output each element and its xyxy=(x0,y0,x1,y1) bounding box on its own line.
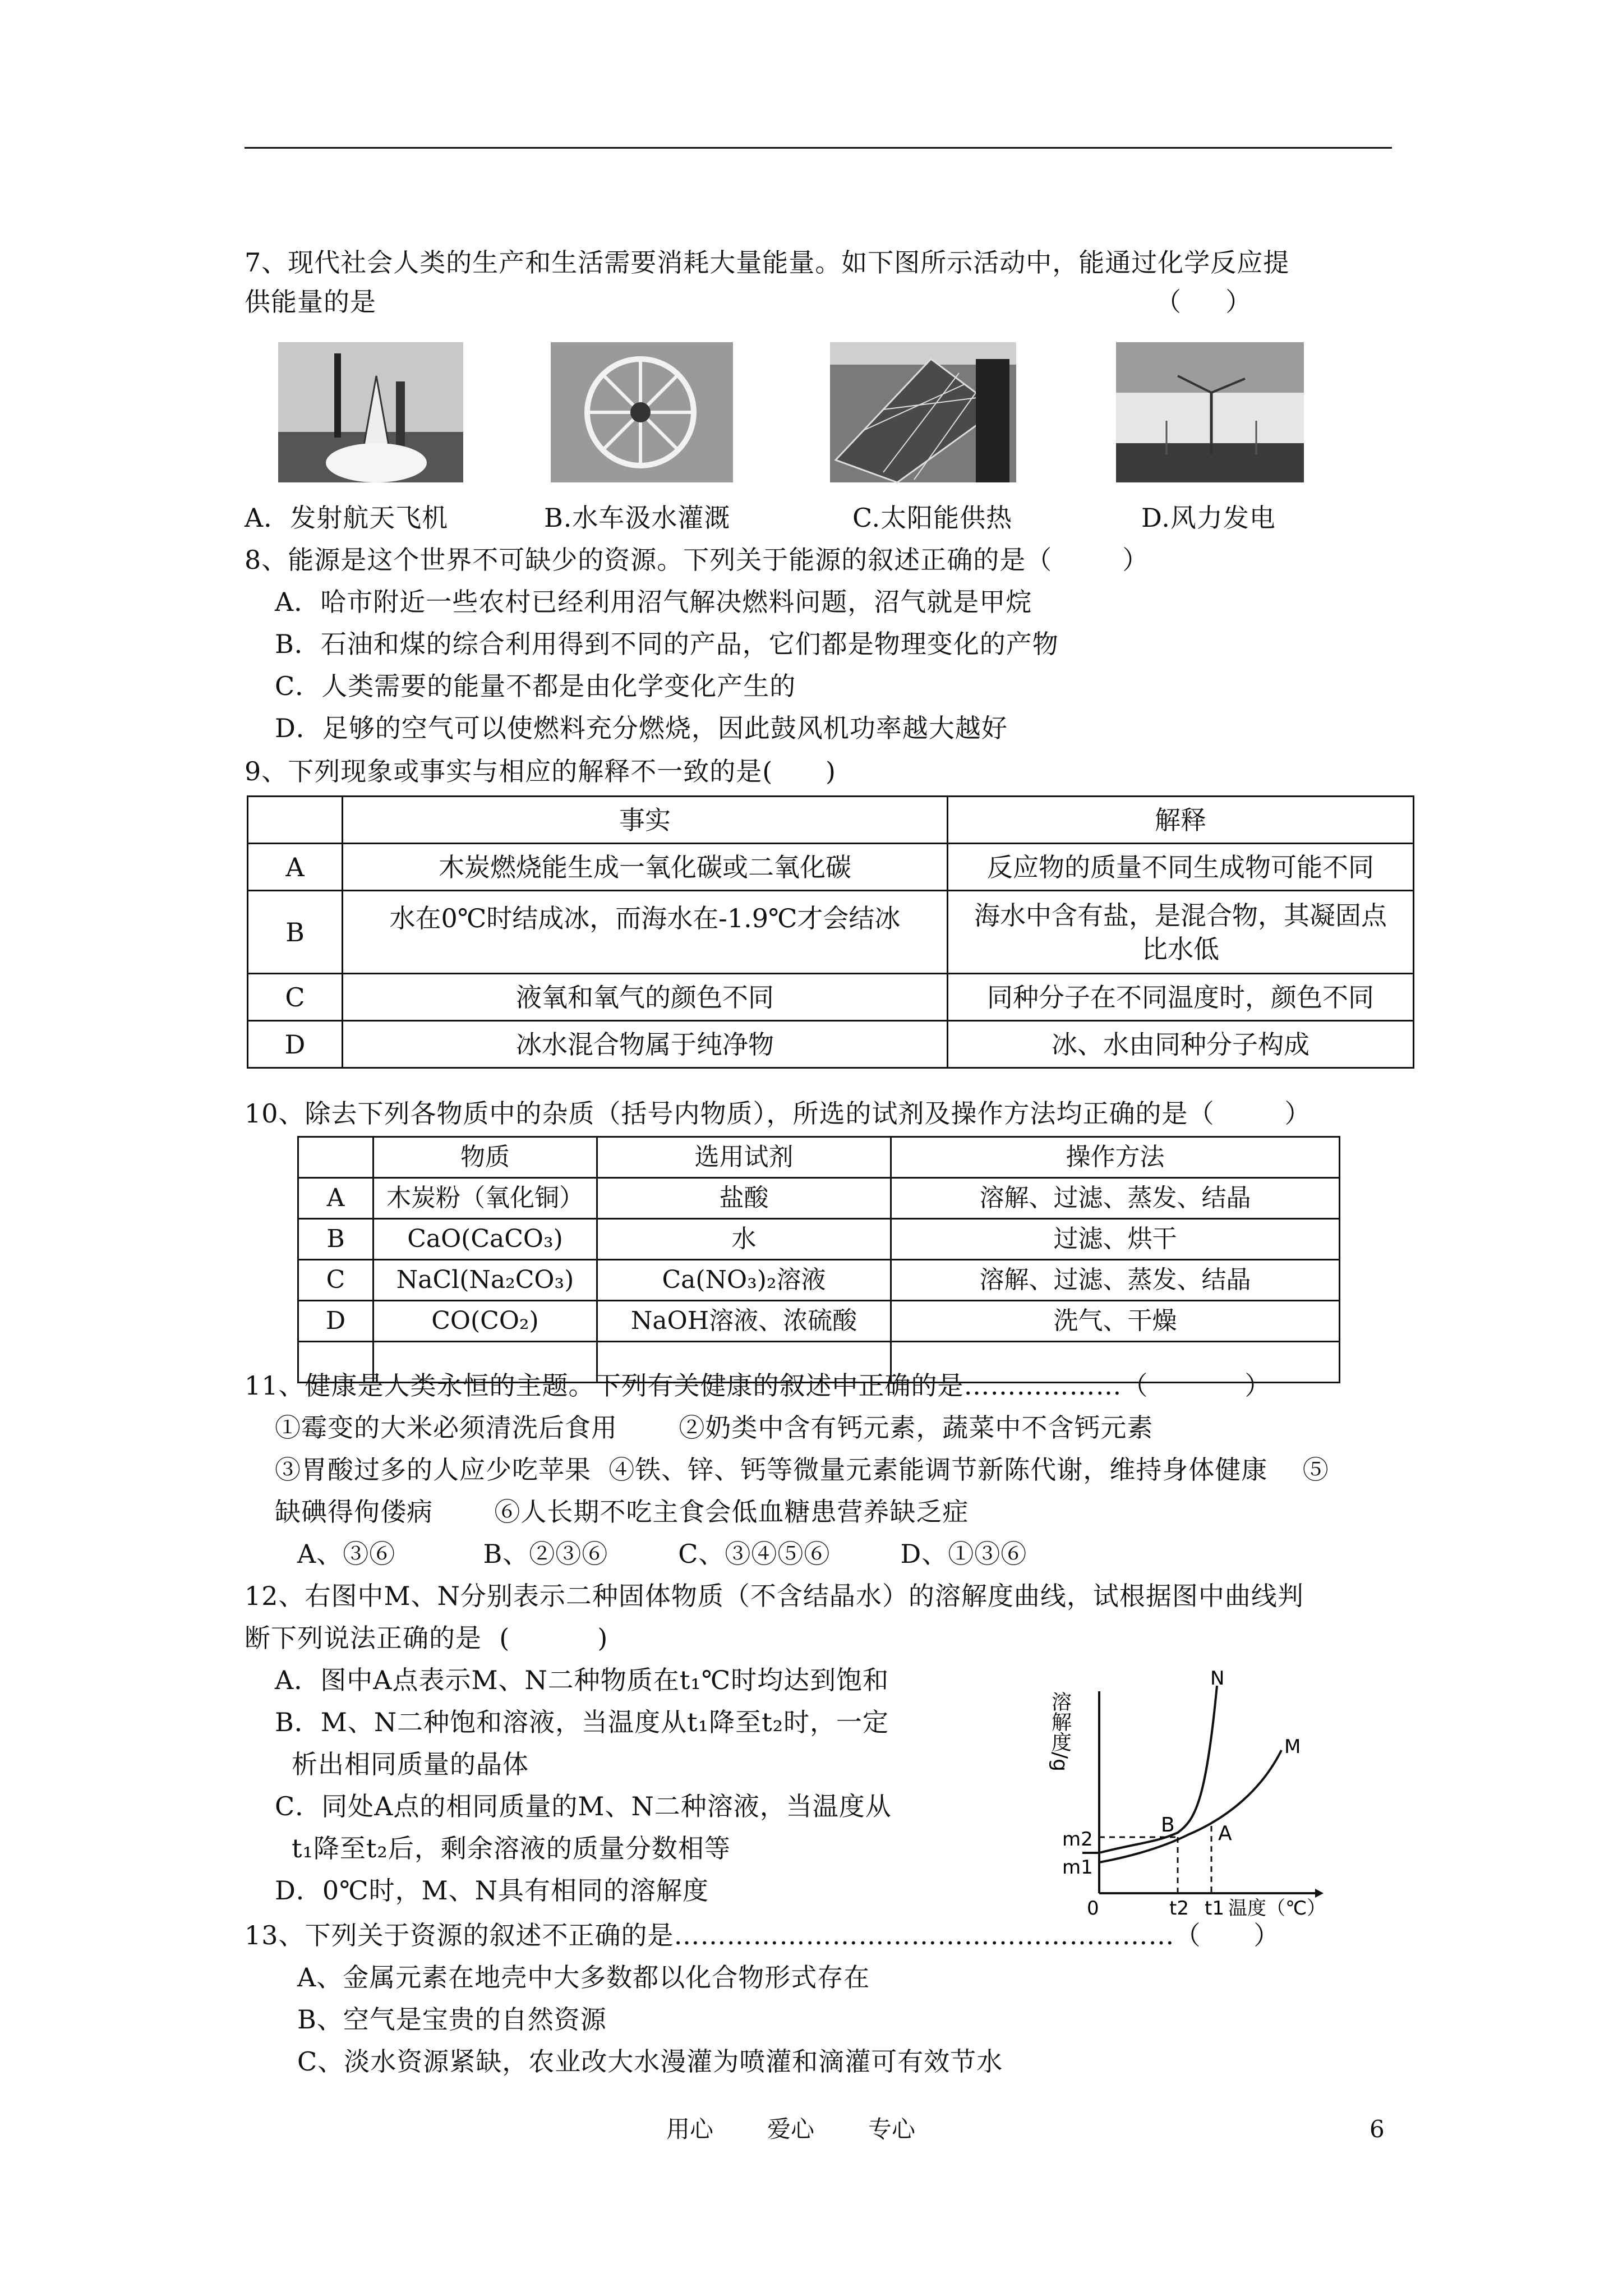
q11-item-line3: 缺碘得佝偻病 ⑥人长期不吃主食会低血糖患营养缺乏症 xyxy=(275,1497,969,1527)
q7-answer-paren: （ ） xyxy=(1155,287,1252,317)
q10-row-a xyxy=(298,1178,1340,1219)
waterwheel-photo xyxy=(551,342,733,482)
q9-header-fact: 事实 xyxy=(343,797,948,844)
footer-word-1: 用心 xyxy=(666,2115,714,2143)
q13-option-b: B、空气是宝贵的自然资源 xyxy=(297,2004,607,2035)
q12-option-d: D．0℃时，M、N具有相同的溶解度 xyxy=(275,1875,709,1906)
q11-answer-choices: A、③⑥ B、②③⑥ C、③④⑤⑥ D、①③⑥ xyxy=(297,1539,1027,1569)
q10-method: 洗气、干燥 xyxy=(891,1301,1340,1342)
q9-header-explain: 解释 xyxy=(948,797,1414,844)
q9-row-a xyxy=(248,844,1414,891)
q10-header-method: 操作方法 xyxy=(891,1137,1340,1178)
q9-row-label: A xyxy=(248,844,343,891)
q11-item-line2: ③胃酸过多的人应少吃苹果 ④铁、锌、钙等微量元素能调节新陈代谢，维持身体健康 ⑤ xyxy=(275,1455,1329,1485)
footer-word-3: 专心 xyxy=(868,2115,916,2143)
q9-row-d xyxy=(248,1021,1414,1068)
q10-row-label: A xyxy=(298,1178,374,1219)
q8-stem: 8、能源是这个世界不可缺少的资源。下列关于能源的叙述正确的是（ ） xyxy=(245,545,1149,575)
q7-option-b: B.水车汲水灌溉 xyxy=(544,503,731,533)
q10-row-label: C xyxy=(298,1260,374,1301)
q10-substance: 木炭粉（氧化铜） xyxy=(374,1178,597,1219)
q9-row-label: B xyxy=(248,891,343,974)
q9-explain xyxy=(948,1021,1414,1068)
q9-row-b xyxy=(248,891,1414,974)
m2-label: m2 xyxy=(1062,1828,1093,1851)
q10-row-c xyxy=(298,1260,1340,1301)
q10-row-label: D xyxy=(298,1301,374,1342)
q9-explain-text: 海水中含有盐，是混合物，其凝固点 xyxy=(974,900,1387,931)
q10-header-row xyxy=(298,1137,1340,1178)
q13-option-c: C、淡水资源紧缺，农业改大水漫灌为喷灌和滴灌可有效节水 xyxy=(297,2046,1003,2077)
q9-fact: 水在0℃时结成冰，而海水在-1.9℃才会结冰 xyxy=(343,891,948,974)
q10-header-substance: 物质 xyxy=(374,1137,597,1178)
x-axis-label: 温度（℃） xyxy=(1228,1897,1326,1920)
q10-header-reagent: 选用试剂 xyxy=(597,1137,891,1178)
q10-reagent: 盐酸 xyxy=(597,1178,891,1219)
wind-power-photo xyxy=(1116,342,1304,482)
q9-fact: 液氧和氧气的颜色不同 xyxy=(343,974,948,1021)
q7-option-a: A．发射航天飞机 xyxy=(245,503,449,533)
point-b-label: B xyxy=(1161,1814,1175,1837)
q10-method: 溶解、过滤、蒸发、结晶 xyxy=(891,1260,1340,1301)
q10-stem: 10、除去下列各物质中的杂质（括号内物质），所选的试剂及操作方法均正确的是（ ） xyxy=(245,1098,1311,1129)
q10-header-blank xyxy=(298,1137,374,1178)
q10-substance: CO(CO₂) xyxy=(374,1301,597,1342)
q13-option-a: A、金属元素在地壳中大多数都以化合物形式存在 xyxy=(297,1962,870,1993)
header-rule xyxy=(245,147,1392,149)
q9-explain-text: 同种分子在不同温度时，颜色不同 xyxy=(987,982,1374,1013)
q10-substance: NaCl(Na₂CO₃) xyxy=(374,1260,597,1301)
space-shuttle-launch-photo xyxy=(278,342,463,482)
origin-label: 0 xyxy=(1087,1897,1099,1920)
q11-stem: 11、健康是人类永恒的主题。下列有关健康的叙述中正确的是………………（ ） xyxy=(245,1370,1271,1401)
page-number: 6 xyxy=(1370,2115,1385,2143)
q8-option-b: B．石油和煤的综合利用得到不同的产品，它们都是物理变化的产物 xyxy=(275,629,1059,659)
q10-reagent: Ca(NO₃)₂溶液 xyxy=(597,1260,891,1301)
q11-item-line1: ①霉变的大米必须清洗后食用 ②奶类中含有钙元素，蔬菜中不含钙元素 xyxy=(275,1412,1154,1443)
q9-stem: 9、下列现象或事实与相应的解释不一致的是( ) xyxy=(245,756,836,786)
q12-option-c-cont: t₁降至t₂后，剩余溶液的质量分数相等 xyxy=(292,1833,731,1864)
q9-header-row xyxy=(248,797,1414,844)
q9-explain-text-cont: 比水低 xyxy=(1142,933,1219,964)
q9-row-c xyxy=(248,974,1414,1021)
solubility-curve-figure xyxy=(1048,1667,1326,1920)
q9-explain xyxy=(948,891,1414,974)
q12-option-a: A．图中A点表示M、N二种物质在t₁℃时均达到饱和 xyxy=(275,1665,889,1695)
q12-stem-line1: 12、右图中M、N分别表示二种固体物质（不含结晶水）的溶解度曲线，试根据图中曲线判 xyxy=(245,1581,1304,1611)
q7-stem-line2: 供能量的是 xyxy=(245,287,376,317)
q12-option-b: B．M、N二种饱和溶液，当温度从t₁降至t₂时，一定 xyxy=(275,1707,889,1737)
q9-explain-text: 反应物的质量不同生成物可能不同 xyxy=(987,852,1374,882)
q9-header-blank xyxy=(248,797,343,844)
q9-row-label: D xyxy=(248,1021,343,1068)
q10-method: 过滤、烘干 xyxy=(891,1219,1340,1260)
q10-method: 溶解、过滤、蒸发、结晶 xyxy=(891,1178,1340,1219)
q13-stem: 13、下列关于资源的叙述不正确的是…………………………………………………（ ） xyxy=(245,1920,1280,1950)
curve-n xyxy=(1082,1686,1217,1853)
point-a-label: A xyxy=(1218,1822,1232,1845)
q7-stem-line1: 7、现代社会人类的生产和生活需要消耗大量能量。如下图所示活动中，能通过化学反应提 xyxy=(245,247,1290,278)
footer-word-2: 爱心 xyxy=(767,2115,815,2143)
q10-substance: CaO(CaCO₃) xyxy=(374,1219,597,1260)
q12-option-c: C．同处A点的相同质量的M、N二种溶液，当温度从 xyxy=(275,1791,892,1821)
q7-option-d: D.风力发电 xyxy=(1141,503,1276,533)
y-axis-label: 溶解度/g xyxy=(1048,1691,1072,1772)
curve-m-label: M xyxy=(1284,1736,1301,1758)
q10-reagent: 水 xyxy=(597,1219,891,1260)
q9-explain xyxy=(948,844,1414,891)
q7-option-c: C.太阳能供热 xyxy=(852,503,1013,533)
m1-label: m1 xyxy=(1062,1856,1093,1879)
curve-n-label: N xyxy=(1210,1667,1225,1690)
q10-row-d xyxy=(298,1301,1340,1342)
q9-table xyxy=(247,795,1414,1069)
q8-option-a: A．哈市附近一些农村已经利用沼气解决燃料问题，沼气就是甲烷 xyxy=(275,587,1032,617)
solar-panel-photo xyxy=(830,342,1016,482)
q8-option-c: C．人类需要的能量不都是由化学变化产生的 xyxy=(275,671,796,701)
q7-photo-row xyxy=(0,342,1623,482)
q9-explain xyxy=(948,974,1414,1021)
q9-fact: 冰水混合物属于纯净物 xyxy=(343,1021,948,1068)
q12-stem-line2: 断下列说法正确的是 ( ) xyxy=(245,1623,608,1653)
t1-label: t1 xyxy=(1205,1897,1224,1920)
q8-option-d: D．足够的空气可以使燃料充分燃烧，因此鼓风机功率越大越好 xyxy=(275,713,1008,743)
q9-fact: 木炭燃烧能生成一氧化碳或二氧化碳 xyxy=(343,844,948,891)
q10-row-label: B xyxy=(298,1219,374,1260)
x-axis-arrow xyxy=(1315,1889,1324,1898)
q9-explain-text: 冰、水由同种分子构成 xyxy=(1052,1029,1310,1060)
q10-row-b xyxy=(298,1219,1340,1260)
t2-label: t2 xyxy=(1169,1897,1189,1920)
q10-reagent: NaOH溶液、浓硫酸 xyxy=(597,1301,891,1342)
q10-table xyxy=(297,1136,1340,1383)
q9-row-label: C xyxy=(248,974,343,1021)
q12-option-b-cont: 析出相同质量的晶体 xyxy=(292,1749,529,1779)
